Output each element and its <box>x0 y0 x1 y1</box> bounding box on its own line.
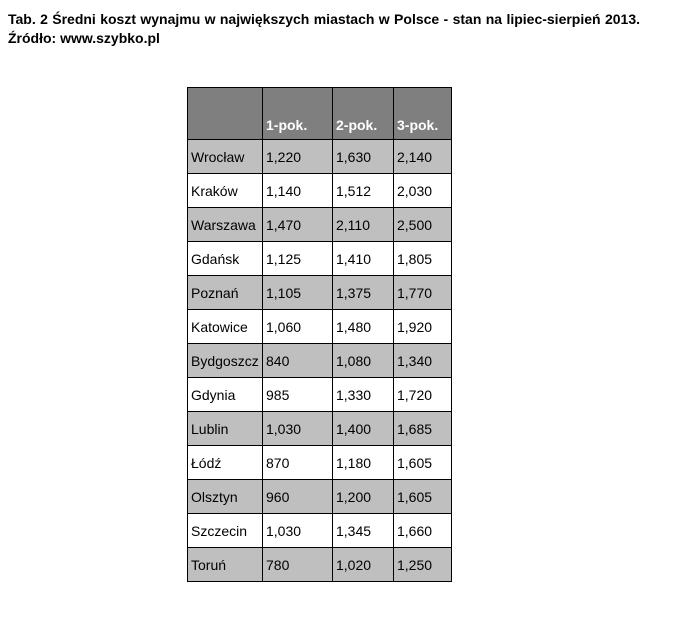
city-cell: Poznań <box>188 276 263 310</box>
price-3-room-cell: 1,805 <box>394 242 452 276</box>
price-1-room-cell: 1,105 <box>263 276 333 310</box>
price-2-room-cell: 1,512 <box>333 174 394 208</box>
table-header-row <box>188 88 452 140</box>
header-city <box>188 88 263 140</box>
price-1-room-cell: 780 <box>263 548 333 582</box>
price-3-room-cell: 1,340 <box>394 344 452 378</box>
city-cell: Olsztyn <box>188 480 263 514</box>
table-row <box>188 310 452 344</box>
table-row <box>188 446 452 480</box>
city-cell: Bydgoszcz <box>188 344 263 378</box>
price-2-room-cell: 1,330 <box>333 378 394 412</box>
price-1-room-cell: 1,030 <box>263 412 333 446</box>
price-3-room-cell: 2,140 <box>394 140 452 174</box>
city-cell: Kraków <box>188 174 263 208</box>
city-cell: Lublin <box>188 412 263 446</box>
price-3-room-cell: 1,605 <box>394 446 452 480</box>
table-caption: Tab. 2 Średni koszt wynajmu w największych miastach w Polsce - stan na lipiec-sierpień 2013. Źródło: www.szybko.pl <box>8 11 640 46</box>
price-2-room-cell: 1,200 <box>333 480 394 514</box>
price-1-room-cell: 1,140 <box>263 174 333 208</box>
price-2-room-cell: 1,375 <box>333 276 394 310</box>
table-row <box>188 344 452 378</box>
price-3-room-cell: 1,720 <box>394 378 452 412</box>
price-3-room-cell: 1,920 <box>394 310 452 344</box>
header-1-room: 1-pok. <box>263 88 333 140</box>
table-row <box>188 514 452 548</box>
price-3-room-cell: 2,500 <box>394 208 452 242</box>
price-1-room-cell: 840 <box>263 344 333 378</box>
price-2-room-cell: 1,180 <box>333 446 394 480</box>
price-2-room-cell: 1,345 <box>333 514 394 548</box>
table-row <box>188 548 452 582</box>
city-cell: Warszawa <box>188 208 263 242</box>
price-3-room-cell: 1,660 <box>394 514 452 548</box>
price-2-room-cell: 1,400 <box>333 412 394 446</box>
price-1-room-cell: 985 <box>263 378 333 412</box>
price-2-room-cell: 1,410 <box>333 242 394 276</box>
price-1-room-cell: 870 <box>263 446 333 480</box>
price-3-room-cell: 2,030 <box>394 174 452 208</box>
price-2-room-cell: 1,480 <box>333 310 394 344</box>
table-row <box>188 242 452 276</box>
table-row <box>188 208 452 242</box>
rent-cost-table <box>187 87 452 582</box>
city-cell: Toruń <box>188 548 263 582</box>
table-row <box>188 276 452 310</box>
price-3-room-cell: 1,605 <box>394 480 452 514</box>
city-cell: Katowice <box>188 310 263 344</box>
table-row <box>188 140 452 174</box>
price-2-room-cell: 2,110 <box>333 208 394 242</box>
city-cell: Wrocław <box>188 140 263 174</box>
table-row <box>188 378 452 412</box>
price-2-room-cell: 1,630 <box>333 140 394 174</box>
price-1-room-cell: 1,220 <box>263 140 333 174</box>
price-1-room-cell: 1,125 <box>263 242 333 276</box>
table-row <box>188 174 452 208</box>
city-cell: Łódź <box>188 446 263 480</box>
price-3-room-cell: 1,250 <box>394 548 452 582</box>
header-3-room: 3-pok. <box>394 88 452 140</box>
price-3-room-cell: 1,770 <box>394 276 452 310</box>
city-cell: Gdynia <box>188 378 263 412</box>
table-row <box>188 412 452 446</box>
price-1-room-cell: 1,470 <box>263 208 333 242</box>
price-1-room-cell: 1,060 <box>263 310 333 344</box>
city-cell: Szczecin <box>188 514 263 548</box>
header-2-room: 2-pok. <box>333 88 394 140</box>
city-cell: Gdańsk <box>188 242 263 276</box>
price-1-room-cell: 960 <box>263 480 333 514</box>
table-row <box>188 480 452 514</box>
price-2-room-cell: 1,080 <box>333 344 394 378</box>
price-1-room-cell: 1,030 <box>263 514 333 548</box>
price-3-room-cell: 1,685 <box>394 412 452 446</box>
price-2-room-cell: 1,020 <box>333 548 394 582</box>
